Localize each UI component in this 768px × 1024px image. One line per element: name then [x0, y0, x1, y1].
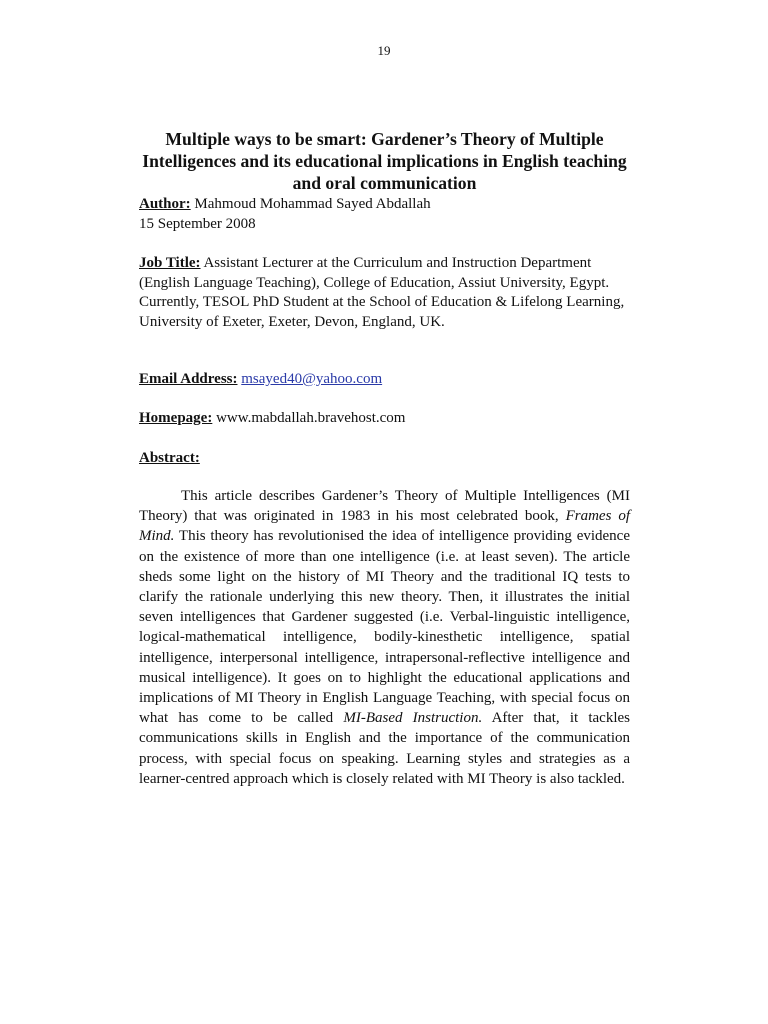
article-title: Multiple ways to be smart: Gardener’s Theory of Multiple Intelligences and its educational implications in English teaching and oral communication: [142, 129, 627, 193]
job-title-paragraph: [139, 254, 630, 332]
abstract-text-part-3: After that, it tackles communications skills in English and the importance of the communication process, with special focus on speaking. Learning styles and strategies as a learner-centred approach which is closely related with MI Theory is also tackled.: [139, 710, 630, 787]
author-line: [139, 195, 630, 215]
homepage-label: Homepage:: [139, 410, 213, 426]
homepage-url: www.mabdallah.bravehost.com: [212, 410, 406, 426]
author-label: Author:: [139, 196, 191, 212]
email-label: Email Address:: [139, 371, 238, 387]
job-title-label: Job Title:: [139, 255, 201, 271]
book-title: Frames of Mind.: [139, 508, 631, 545]
abstract-label: Abstract:: [139, 450, 200, 466]
publication-date: 15 September 2008: [139, 216, 256, 232]
abstract-heading: [139, 449, 630, 469]
abstract-text-part-1: This article describes Gardener’s Theory of Multiple Intelligences (MI Theory) that was originated in 1983 in his most celebrated book,: [139, 488, 630, 525]
email-link[interactable]: msayed40@yahoo.com: [241, 371, 383, 387]
mi-based-instruction-term: MI-Based Instruction.: [343, 710, 483, 727]
abstract-paragraph: [139, 486, 630, 789]
abstract-text-part-2: This theory has revolutionised the idea of intelligence providing evidence on the existence of more than one intelligence (i.e. at least seven). The article sheds some light on the history of MI Theory and the traditional IQ tests to clarify the rationale underlying this new theory. Then, it illustrates the initial seven intelligences that Gardener suggested (i.e. Verbal-linguistic intelligence, logical-mathematical intelligence, bodily-kinesthetic intelligence, spatial intelligence, interpersonal intelligence, intrapersonal-reflective intelligence and musical intelligence). It goes on to highlight the educational applications and implications of MI Theory in English Language Teaching, with special focus on what has come to be called: [139, 528, 630, 727]
homepage-line: [139, 409, 630, 429]
page-number: 19: [377, 43, 391, 58]
author-name: Mahmoud Mohammad Sayed Abdallah: [190, 196, 431, 212]
job-title-text: Assistant Lecturer at the Curriculum and Instruction Department (English Language Teaching), College of Education, Assiut University, Egypt. Currently, TESOL PhD Student at the School of Education & Lifelong Learning, University of Exeter, Exeter, Devon, England, UK.: [139, 255, 625, 330]
email-line: [139, 370, 630, 390]
